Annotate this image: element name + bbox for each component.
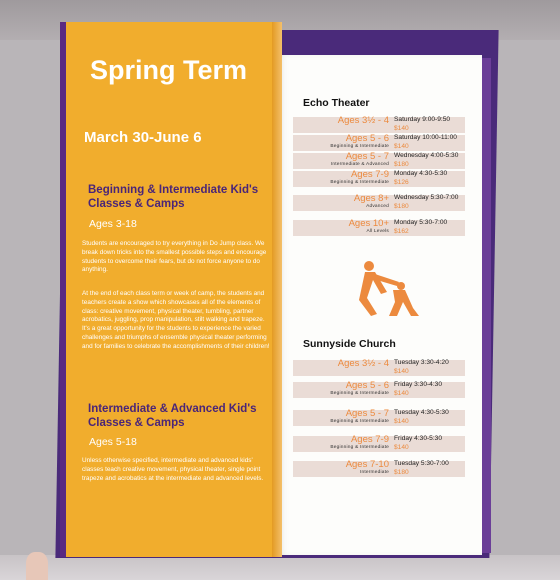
row-day-time: Wednesday 4:00-5:30 xyxy=(394,152,459,159)
schedule-row xyxy=(293,115,483,135)
row-price: $140 xyxy=(394,143,409,150)
row-price: $140 xyxy=(394,368,409,375)
row-price: $180 xyxy=(394,469,409,476)
row-ages: Ages 5 - 6 xyxy=(345,133,389,144)
row-price: $180 xyxy=(394,203,409,210)
row-price: $140 xyxy=(394,444,409,451)
row-day-time: Friday 3:30-4:30 xyxy=(394,381,443,388)
row-ages: Ages 3½ - 4 xyxy=(337,358,389,369)
schedule-row xyxy=(293,193,483,213)
row-level: All Levels xyxy=(366,229,389,234)
section1-heading: Beginning & Intermediate Kid's Classes & Camps xyxy=(88,184,259,210)
schedule-row xyxy=(293,169,483,189)
acrobats-logo-icon xyxy=(355,258,425,320)
row-day-time: Monday 4:30-5:30 xyxy=(394,170,448,177)
schedule-row xyxy=(293,408,483,428)
row-ages: Ages 7-9 xyxy=(350,434,389,445)
row-price: $140 xyxy=(394,418,409,425)
row-ages: Ages 10+ xyxy=(348,218,389,229)
row-level: Beginning & Intermediate xyxy=(330,144,389,149)
row-day-time: Wednesday 5:30-7:00 xyxy=(394,194,459,201)
row-price: $140 xyxy=(394,390,409,397)
row-day-time: Tuesday 5:30-7:00 xyxy=(394,460,449,467)
row-level: Beginning & Intermediate xyxy=(330,445,389,450)
background-bottom xyxy=(0,555,560,580)
brochure-spine xyxy=(272,22,282,557)
schedule-row xyxy=(293,218,483,238)
row-ages: Ages 7-10 xyxy=(345,459,389,470)
row-ages: Ages 8+ xyxy=(353,193,389,204)
section1-ages: Ages 3-18 xyxy=(89,218,137,230)
row-price: $140 xyxy=(394,125,409,132)
row-level: Intermediate xyxy=(359,470,389,475)
row-day-time: Friday 4:30-5:30 xyxy=(394,435,443,442)
row-ages: Ages 3½ - 4 xyxy=(337,115,389,126)
section1-para1: Students are encouraged to try everything in Do Jump class. We break down tricks into the smallest possible steps and encourage students to overcome their fears, but do not force anyone to do anything. xyxy=(82,240,267,274)
section2-para: Unless otherwise specified, intermediate and advanced kids' classes teach creative movement, physical theater, single point trapeze and acrobatics at the intermediate and advanced levels. xyxy=(82,457,264,482)
page-title: Spring Term xyxy=(90,55,248,85)
row-ages: Ages 5 - 7 xyxy=(345,408,389,419)
row-day-time: Tuesday 3:30-4:20 xyxy=(394,359,449,366)
schedule-row xyxy=(293,151,483,171)
row-day-time: Monday 5:30-7:00 xyxy=(394,219,448,226)
row-price: $180 xyxy=(394,161,409,168)
row-ages: Ages 7-9 xyxy=(350,169,389,180)
section1-para2: At the end of each class term or week of camp, the students and teachers create a show which showcases all of the elements of class: creative movement, physical theater, tumbling, partner acrobatics, juggling, prop manipulation, stilt walking and trapeze. It's a great opportunity for the students to experience the varied challenges and triumphs of ensemble physical theater performing and for families to celebrate the accomplishments of their children! xyxy=(82,290,270,350)
section2-heading: Intermediate & Advanced Kid's Classes & Camps xyxy=(88,403,257,429)
schedule-row xyxy=(293,434,483,454)
thumb xyxy=(26,552,48,580)
row-level: Beginning & Intermediate xyxy=(330,180,389,185)
section2-ages: Ages 5-18 xyxy=(89,436,137,448)
row-level: Beginning & Intermediate xyxy=(330,419,389,424)
row-level: Advanced xyxy=(366,204,389,209)
row-price: $162 xyxy=(394,228,409,235)
schedule-row xyxy=(293,380,483,400)
schedule-row xyxy=(293,358,483,378)
row-ages: Ages 5 - 7 xyxy=(345,151,389,162)
row-level: Beginning & Intermediate xyxy=(330,391,389,396)
row-level: Intermediate & Advanced xyxy=(330,162,389,167)
row-day-time: Tuesday 4:30-5:30 xyxy=(394,409,449,416)
row-ages: Ages 5 - 6 xyxy=(345,380,389,391)
row-price: $126 xyxy=(394,179,409,186)
row-day-time: Saturday 9:00-9:50 xyxy=(394,116,451,123)
schedule-row xyxy=(293,133,483,153)
venue-sunnyside-church: Sunnyside Church xyxy=(303,338,396,350)
row-day-time: Saturday 10:00-11:00 xyxy=(394,134,457,141)
venue-echo-theater: Echo Theater xyxy=(303,97,370,109)
term-dates: March 30-June 6 xyxy=(84,129,202,146)
schedule-row xyxy=(293,459,483,479)
